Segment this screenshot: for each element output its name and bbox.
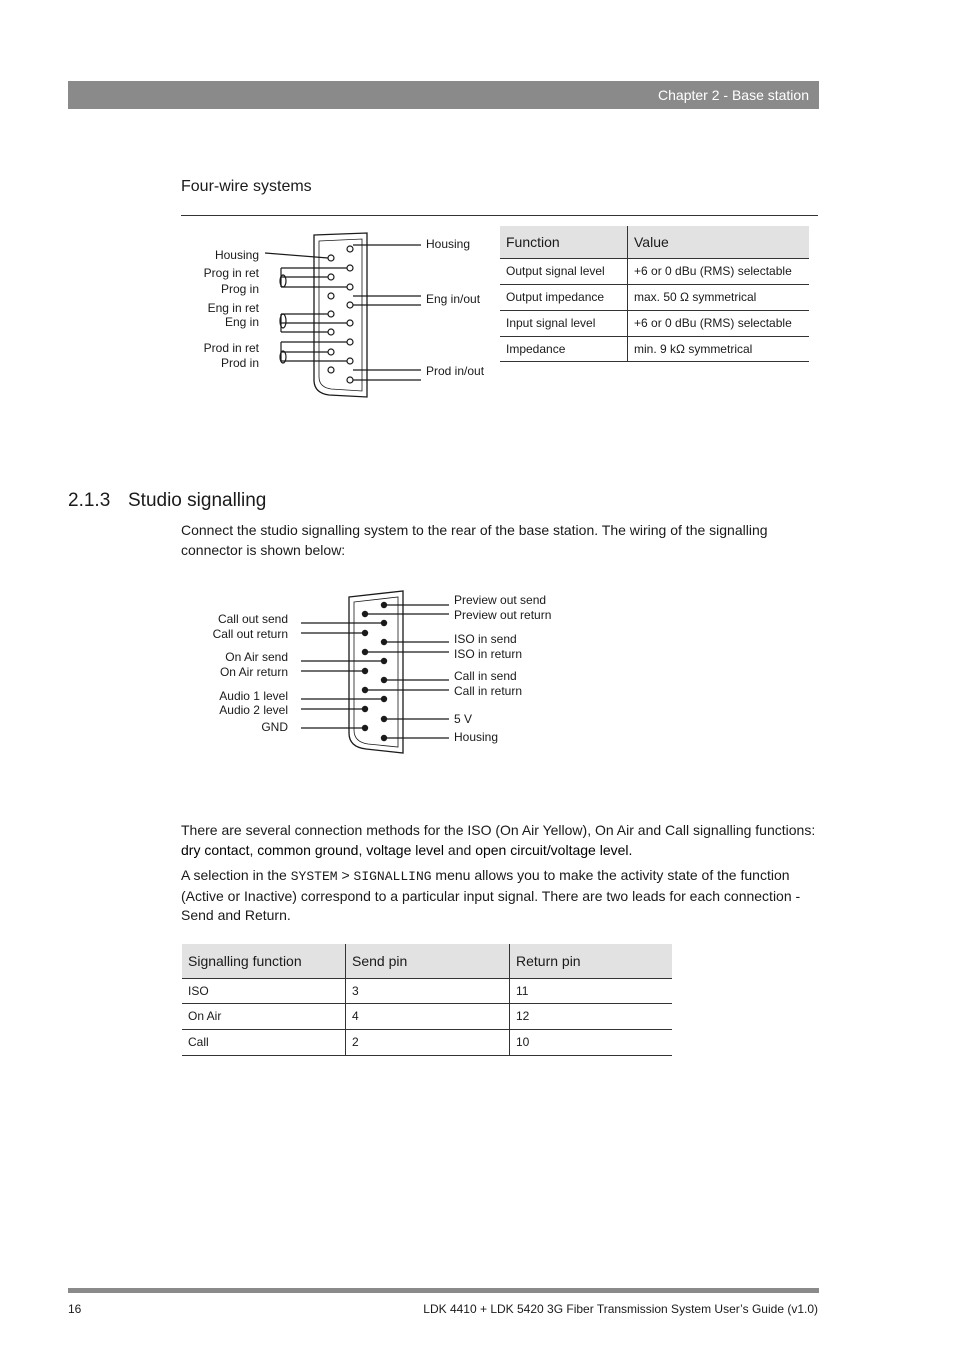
- signalling-table: [182, 944, 672, 1056]
- term-voltage-level: voltage level: [366, 841, 445, 858]
- table-cell: +6 or 0 dBu (RMS) selectable: [628, 258, 810, 284]
- text-run: menu allows you to make the activity state of the function (Active or Inactive) correspond to a particular input signal. There are two leads for each connection - Send and Return.: [181, 867, 801, 923]
- menu-signalling: SIGNALLING: [353, 869, 432, 884]
- chapter-title: Chapter 2 - Base station: [658, 87, 809, 103]
- col-send-pin: Send pin: [346, 944, 510, 978]
- text-run: ,: [358, 841, 367, 858]
- label-prod-in: Prod in: [220, 356, 259, 370]
- table-header-row: [182, 944, 672, 978]
- table-cell: max. 50 Ω symmetrical: [628, 284, 810, 310]
- table-row: [182, 1029, 672, 1055]
- table-row: [500, 310, 809, 336]
- signalling-connector-diagram: [181, 585, 581, 760]
- table-cell: 10: [510, 1029, 673, 1055]
- label-audio-1-level: Audio 1 level: [219, 689, 288, 703]
- table-cell: 12: [510, 1003, 673, 1029]
- intro-paragraph: Connect the studio signalling system to the rear of the base station. The wiring of the signalling connector is shown below:: [181, 522, 768, 558]
- col-return-pin: Return pin: [510, 944, 673, 978]
- four-wire-connector-diagram: [181, 225, 496, 405]
- page-number: 16: [68, 1302, 82, 1316]
- table-header-row: [500, 226, 809, 258]
- label-on-air-send: On Air send: [225, 650, 288, 664]
- menu-paragraph: [181, 866, 821, 926]
- table-cell: Impedance: [500, 336, 628, 361]
- connector-pins: [328, 246, 353, 383]
- footer-bar: [68, 1288, 819, 1293]
- label-eng-in-out: Eng in/out: [426, 292, 481, 306]
- connector-inner: [354, 597, 398, 747]
- methods-paragraph: [181, 821, 816, 860]
- table-cell: 4: [346, 1003, 510, 1029]
- table-cell: Output impedance: [500, 284, 628, 310]
- right-wires: [368, 605, 449, 738]
- header-bar: [68, 81, 819, 109]
- table-cell: Call: [182, 1029, 346, 1055]
- table-cell: min. 9 kΩ symmetrical: [628, 336, 810, 361]
- term-open-circuit: open circuit/voltage level.: [475, 841, 633, 858]
- four-wire-heading: Four-wire systems: [181, 178, 312, 195]
- label-preview-out-send: Preview out send: [454, 593, 547, 607]
- table-row: [500, 258, 809, 284]
- col-signalling-function: Signalling function: [182, 944, 346, 978]
- section-title: Studio signalling: [128, 490, 267, 511]
- label-eng-in-ret: Eng in ret: [207, 301, 259, 315]
- label-iso-in-send: ISO in send: [454, 632, 517, 646]
- table-cell: Output signal level: [500, 258, 628, 284]
- label-call-out-send: Call out send: [217, 612, 288, 626]
- label-call-in-send: Call in send: [454, 669, 517, 683]
- label-prod-in-out: Prod in/out: [426, 364, 485, 378]
- term-dry-contact: dry contact: [181, 841, 250, 858]
- table-row: [500, 284, 809, 310]
- section-rule: [181, 215, 818, 216]
- connector-shell: [349, 591, 403, 753]
- menu-system: SYSTEM: [290, 869, 338, 884]
- table-cell: On Air: [182, 1003, 346, 1029]
- label-housing-left: Housing: [214, 248, 259, 262]
- table-cell: 11: [510, 978, 673, 1003]
- table-cell: 3: [346, 978, 510, 1003]
- label-gnd: GND: [261, 720, 288, 734]
- label-iso-in-return: ISO in return: [454, 647, 523, 661]
- label-call-in-return: Call in return: [454, 684, 523, 698]
- left-wires: [301, 623, 381, 728]
- connector-inner: [319, 239, 362, 391]
- label-prog-in-ret: Prog in ret: [203, 266, 259, 280]
- label-audio-2-level: Audio 2 level: [219, 703, 288, 717]
- document-title: LDK 4410 + LDK 5420 3G Fiber Transmission System User’s Guide (v1.0): [423, 1302, 818, 1316]
- label-prog-in: Prog in: [220, 282, 259, 296]
- label-on-air-return: On Air return: [219, 665, 288, 679]
- table-cell: 2: [346, 1029, 510, 1055]
- table-row: [182, 1003, 672, 1029]
- table-row: [182, 978, 672, 1003]
- label-call-out-return: Call out return: [212, 627, 288, 641]
- text-run: ,: [249, 841, 258, 858]
- text-run: A selection in the: [181, 867, 291, 883]
- four-wire-spec-table: [500, 226, 809, 362]
- table-row: [500, 336, 809, 361]
- table-cell: ISO: [182, 978, 346, 1003]
- section-number: 2.1.3: [68, 490, 111, 511]
- left-wires: [265, 253, 347, 363]
- col-value: Value: [628, 226, 810, 258]
- table-cell: Input signal level: [500, 310, 628, 336]
- right-wires: [353, 245, 421, 380]
- label-housing-right: Housing: [426, 237, 471, 251]
- label-5v: 5 V: [454, 712, 473, 726]
- text-run: There are several connection methods for the ISO (On Air Yellow), On Air and Call signalling functions:: [181, 822, 816, 838]
- label-eng-in: Eng in: [224, 315, 259, 329]
- label-prod-in-ret: Prod in ret: [203, 341, 259, 355]
- col-function: Function: [500, 226, 628, 258]
- label-preview-out-return: Preview out return: [454, 608, 552, 622]
- text-run: and: [444, 841, 476, 858]
- label-housing: Housing: [454, 730, 499, 744]
- text-run: >: [337, 867, 354, 883]
- table-cell: +6 or 0 dBu (RMS) selectable: [628, 310, 810, 336]
- term-common-ground: common ground: [257, 841, 359, 858]
